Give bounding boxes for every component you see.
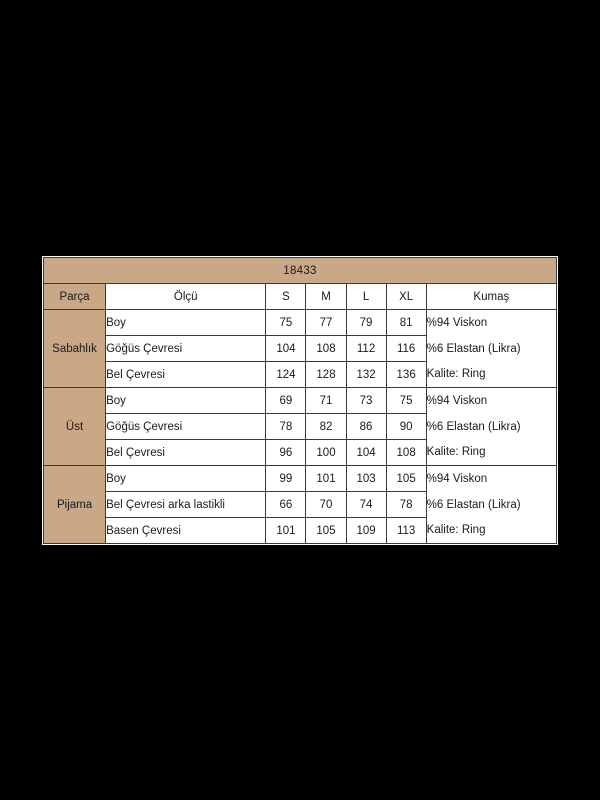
fabric-line: %6 Elastan (Likra) (426, 492, 556, 518)
table-header-row (44, 284, 557, 310)
value-m: 128 (306, 362, 346, 388)
group-label-ust: Üst (44, 388, 106, 466)
value-s: 124 (266, 362, 306, 388)
value-m: 71 (306, 388, 346, 414)
header-fabric: Kumaş (426, 284, 556, 310)
value-l: 74 (346, 492, 386, 518)
table-row (44, 466, 557, 492)
value-l: 73 (346, 388, 386, 414)
fabric-line: Kalite: Ring (426, 518, 556, 544)
value-l: 86 (346, 414, 386, 440)
value-s: 69 (266, 388, 306, 414)
value-l: 112 (346, 336, 386, 362)
table-row (44, 414, 557, 440)
fabric-line: %94 Viskon (426, 466, 556, 492)
measure-label: Bel Çevresi arka lastikli (106, 492, 266, 518)
fabric-line: %94 Viskon (426, 310, 556, 336)
header-measure: Ölçü (106, 284, 266, 310)
value-s: 66 (266, 492, 306, 518)
measure-label: Boy (106, 466, 266, 492)
measure-label: Boy (106, 388, 266, 414)
value-xl: 81 (386, 310, 426, 336)
value-s: 101 (266, 518, 306, 544)
fabric-line: Kalite: Ring (426, 440, 556, 466)
fabric-line: %94 Viskon (426, 388, 556, 414)
value-m: 105 (306, 518, 346, 544)
value-m: 108 (306, 336, 346, 362)
table-row (44, 310, 557, 336)
header-size-s: S (266, 284, 306, 310)
table-row (44, 388, 557, 414)
value-xl: 90 (386, 414, 426, 440)
measure-label: Basen Çevresi (106, 518, 266, 544)
value-l: 104 (346, 440, 386, 466)
header-size-l: L (346, 284, 386, 310)
value-xl: 105 (386, 466, 426, 492)
measure-label: Bel Çevresi (106, 362, 266, 388)
value-xl: 116 (386, 336, 426, 362)
value-m: 100 (306, 440, 346, 466)
table-row (44, 336, 557, 362)
table-row (44, 440, 557, 466)
header-size-m: M (306, 284, 346, 310)
fabric-line: %6 Elastan (Likra) (426, 414, 556, 440)
value-s: 78 (266, 414, 306, 440)
fabric-line: Kalite: Ring (426, 362, 556, 388)
value-s: 96 (266, 440, 306, 466)
group-label-pijama: Pijama (44, 466, 106, 544)
measure-label: Boy (106, 310, 266, 336)
measure-label: Göğüs Çevresi (106, 336, 266, 362)
value-l: 109 (346, 518, 386, 544)
value-s: 99 (266, 466, 306, 492)
table-row (44, 492, 557, 518)
value-xl: 136 (386, 362, 426, 388)
value-xl: 75 (386, 388, 426, 414)
table-title-row (44, 258, 557, 284)
size-chart-table (43, 257, 557, 544)
value-xl: 78 (386, 492, 426, 518)
value-s: 75 (266, 310, 306, 336)
size-chart-container (42, 256, 558, 545)
value-xl: 113 (386, 518, 426, 544)
value-l: 132 (346, 362, 386, 388)
measure-label: Göğüs Çevresi (106, 414, 266, 440)
value-m: 101 (306, 466, 346, 492)
header-part: Parça (44, 284, 106, 310)
table-row (44, 362, 557, 388)
product-code: 18433 (44, 258, 557, 284)
value-m: 77 (306, 310, 346, 336)
table-row (44, 518, 557, 544)
header-size-xl: XL (386, 284, 426, 310)
value-l: 79 (346, 310, 386, 336)
value-m: 82 (306, 414, 346, 440)
fabric-line: %6 Elastan (Likra) (426, 336, 556, 362)
measure-label: Bel Çevresi (106, 440, 266, 466)
value-l: 103 (346, 466, 386, 492)
value-m: 70 (306, 492, 346, 518)
value-s: 104 (266, 336, 306, 362)
group-label-sabahlik: Sabahlık (44, 310, 106, 388)
value-xl: 108 (386, 440, 426, 466)
